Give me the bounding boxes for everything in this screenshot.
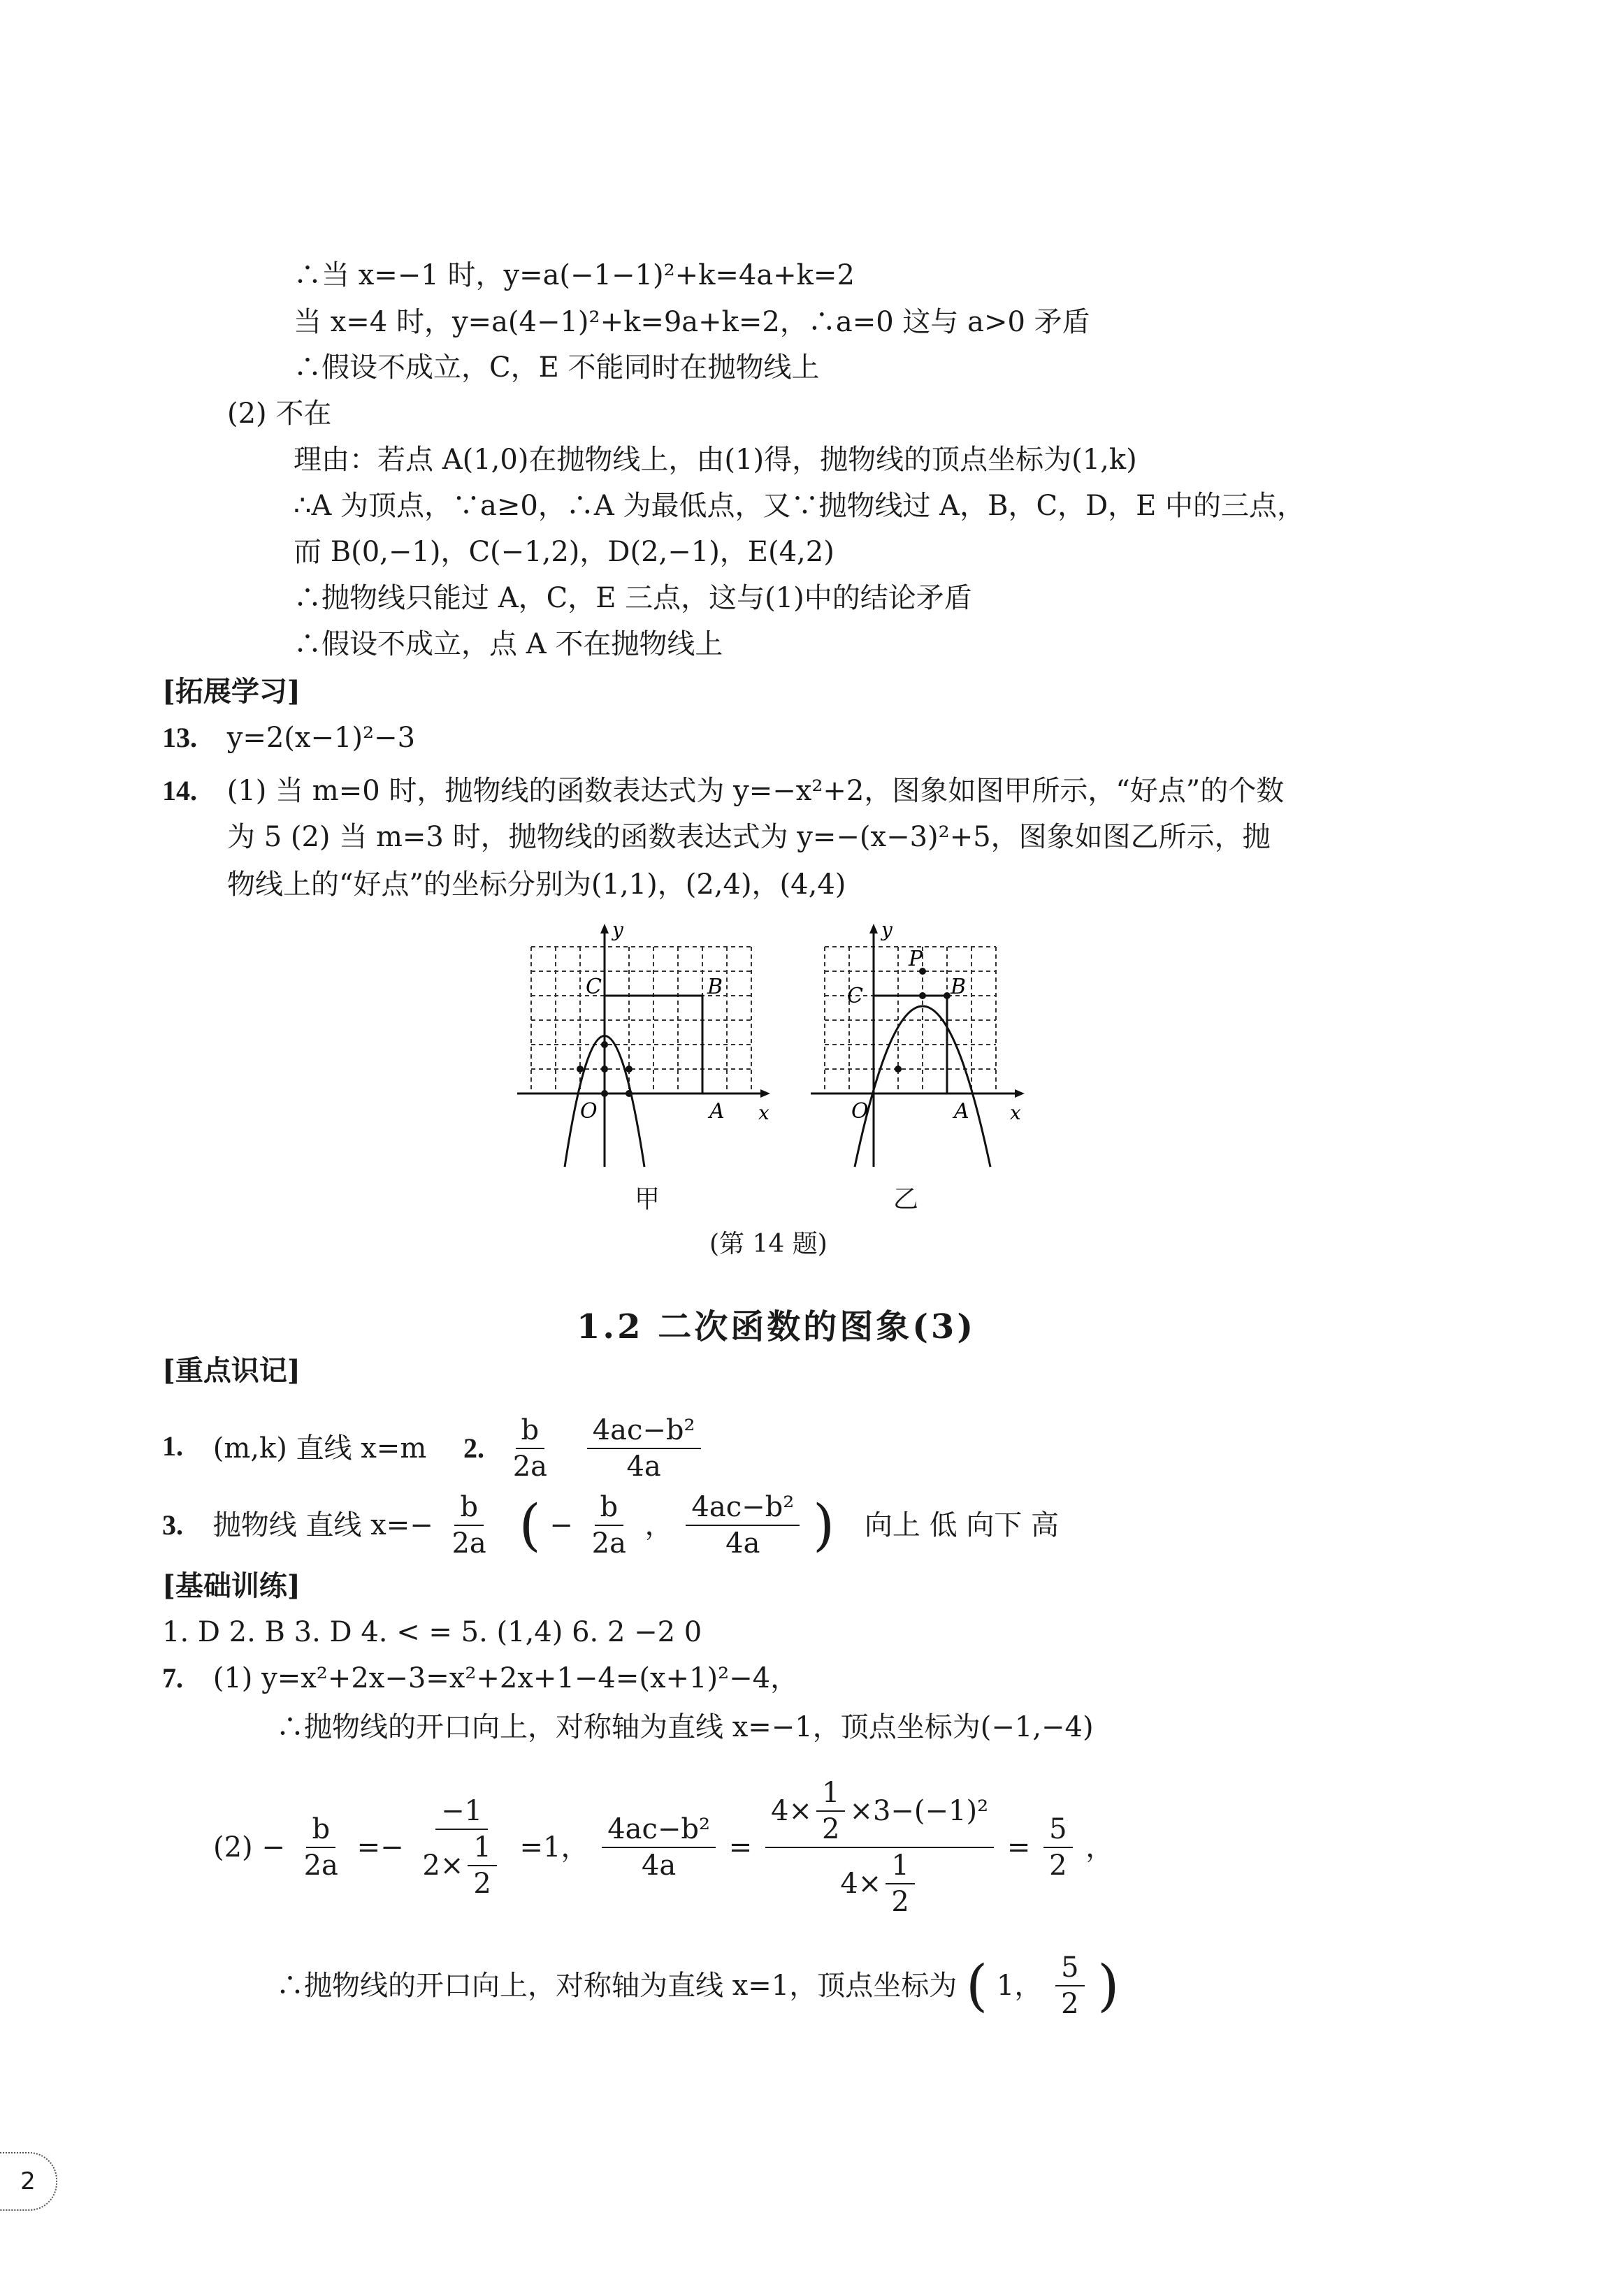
y-axis-label: y xyxy=(881,918,893,941)
denominator: 2a xyxy=(591,1527,626,1560)
fraction-4ac-b2-over-4a xyxy=(686,1492,800,1558)
reason-line-4: ∴抛物线只能过 A，C，E 三点，这与(1)中的结论矛盾 xyxy=(294,582,972,614)
left-paren: ( xyxy=(519,1492,541,1557)
fraction-vertex-y xyxy=(765,1778,994,1917)
answers-1-to-6: 1. D 2. B 3. D 4. < = 5. (1,4) 6. 2 −2 0 xyxy=(162,1616,702,1648)
section-heading-extension: [拓展学习] xyxy=(162,675,301,708)
numerator: 1 xyxy=(886,1851,914,1884)
question-7-conclusion xyxy=(276,1953,1119,2019)
question-7-part-1: (1) y=x²+2x−3=x²+2x+1−4=(x+1)²−4， xyxy=(212,1662,799,1694)
right-paren: ) xyxy=(1097,1953,1120,2018)
proof-line-1: ∴当 x=−1 时，y=a(−1−1)²+k=4a+k=2 xyxy=(294,259,855,291)
numerator: 1 xyxy=(468,1833,496,1866)
fraction-b-over-2a xyxy=(507,1416,553,1481)
minus-sign: − xyxy=(549,1509,573,1541)
question-14-text-1: (1) 当 m=0 时，抛物线的函数表达式为 y=−x²+2，图象如图甲所示，“好点”的个数 xyxy=(226,775,1285,807)
fraction-4ac-b2-over-4a xyxy=(587,1416,701,1481)
numerator: b xyxy=(454,1492,484,1526)
conclusion-text: ∴抛物线的开口向上，对称轴为直线 x=1，顶点坐标为 xyxy=(276,1970,958,2002)
question-number: 7. xyxy=(162,1662,183,1694)
fraction-5-over-2 xyxy=(1043,1815,1072,1880)
right-paren: ) xyxy=(812,1492,835,1557)
comma: ， xyxy=(644,1509,673,1541)
equals: = xyxy=(728,1831,753,1863)
vertex-x: 1， xyxy=(996,1970,1043,2002)
equals: =− xyxy=(356,1831,404,1863)
numerator: b xyxy=(306,1815,335,1848)
left-paren: ( xyxy=(965,1953,988,2018)
denominator-prefix: 2× xyxy=(422,1850,464,1882)
figure-jia-graph xyxy=(510,908,776,1174)
comma: ， xyxy=(1085,1831,1114,1863)
figure-yi-graph xyxy=(804,908,1069,1174)
reason-line-2: ∴A 为顶点，∵a≥0，∴A 为最低点，又∵抛物线过 A，B，C，D，E 中的三点， xyxy=(294,490,1306,522)
question-14-line-2: 为 5 (2) 当 m=3 时，抛物线的函数表达式为 y=−(x−3)²+5，图象如图乙所示，抛 xyxy=(227,821,1271,853)
question-13 xyxy=(162,720,415,756)
numerator: 4ac−b² xyxy=(686,1492,800,1526)
origin-label: O xyxy=(580,1099,598,1124)
figure-jia-label: 甲 xyxy=(635,1185,660,1214)
proof-line-3: ∴假设不成立，C，E 不能同时在抛物线上 xyxy=(294,351,820,384)
reason-line-1: 理由：若点 A(1,0)在抛物线上，由(1)得，抛物线的顶点坐标为(1,k) xyxy=(294,444,1137,476)
denominator: 2 xyxy=(891,1886,909,1918)
denominator: 2 xyxy=(1049,1850,1067,1882)
question-7-part-2-formula xyxy=(213,1778,1113,1917)
point-a-label: A xyxy=(709,1099,725,1124)
denominator: 4a xyxy=(626,1451,661,1483)
numerator xyxy=(765,1778,994,1848)
key-row-1 xyxy=(162,1416,705,1481)
question-7-line-1 xyxy=(162,1660,798,1696)
point-c-label: C xyxy=(847,984,863,1008)
denominator: 2a xyxy=(451,1527,486,1560)
numerator: b xyxy=(516,1416,545,1449)
fraction-neg1-over-2x-half xyxy=(417,1796,506,1898)
point-p-label: P xyxy=(909,947,923,971)
question-number: 13. xyxy=(162,722,197,753)
numerator: 5 xyxy=(1043,1815,1072,1848)
question-number: 1. xyxy=(162,1430,183,1462)
question-14-line-1 xyxy=(162,773,1284,809)
answer-3-text: 抛物线 直线 x=− xyxy=(212,1509,433,1541)
fraction-one-half xyxy=(886,1851,914,1917)
section-title: 1.2 二次函数的图象(3) xyxy=(577,1307,976,1346)
denominator: 2a xyxy=(303,1850,338,1882)
x-axis-label: x xyxy=(1010,1101,1021,1124)
numerator: 5 xyxy=(1055,1953,1084,1986)
question-number: 14. xyxy=(162,775,197,806)
figure-yi-label: 乙 xyxy=(893,1185,919,1214)
fraction-b-over-2a xyxy=(586,1492,632,1558)
part-2-answer: (2) 不在 xyxy=(227,398,332,430)
equals-one: =1， xyxy=(519,1831,589,1863)
denominator: 4a xyxy=(641,1850,677,1882)
denominator: 2 xyxy=(473,1868,491,1900)
page-number: 2 xyxy=(0,2152,57,2211)
denominator: 4a xyxy=(725,1527,760,1560)
numerator: 1 xyxy=(816,1778,845,1812)
denominator xyxy=(834,1848,924,1917)
reason-line-5: ∴假设不成立，点 A 不在抛物线上 xyxy=(294,628,723,660)
denominator: 2a xyxy=(512,1451,547,1483)
y-axis-label: y xyxy=(612,918,623,941)
denominator: 2 xyxy=(1061,1988,1079,2020)
denominator: 2 xyxy=(821,1813,840,1845)
point-b-label: B xyxy=(707,975,723,999)
numerator-prefix: 4× xyxy=(771,1795,812,1827)
section-heading-key-points: [重点识记] xyxy=(162,1354,301,1387)
numerator: 4ac−b² xyxy=(587,1416,701,1449)
proof-line-2: 当 x=4 时，y=a(4−1)²+k=9a+k=2，∴a=0 这与 a>0 矛盾 xyxy=(294,306,1090,338)
x-axis-label: x xyxy=(758,1101,769,1124)
question-number: 2. xyxy=(463,1432,484,1464)
answer-1: (m,k) 直线 x=m xyxy=(212,1432,427,1465)
fraction-one-half xyxy=(468,1833,496,1898)
numerator-suffix: ×3−(−1)² xyxy=(849,1795,989,1827)
fraction-b-over-2a xyxy=(446,1492,491,1558)
section-heading-basic-training: [基础训练] xyxy=(162,1569,301,1602)
part-label: (2) − xyxy=(213,1831,285,1863)
numerator: −1 xyxy=(435,1796,488,1830)
equals: = xyxy=(1006,1831,1031,1863)
fraction-4ac-b2-over-4a xyxy=(602,1815,716,1880)
numerator: 4ac−b² xyxy=(602,1815,716,1848)
denominator-prefix: 4× xyxy=(840,1868,882,1900)
origin-label: O xyxy=(851,1099,869,1124)
question-13-answer: y=2(x−1)²−3 xyxy=(226,722,416,754)
numerator: b xyxy=(595,1492,624,1526)
denominator xyxy=(417,1830,506,1898)
question-7-line-2: ∴抛物线的开口向上，对称轴为直线 x=−1，顶点坐标为(−1,−4) xyxy=(276,1711,1094,1743)
fraction-b-over-2a xyxy=(298,1815,344,1880)
fraction-one-half xyxy=(816,1778,845,1844)
point-a-label: A xyxy=(954,1099,969,1124)
question-14-line-3: 物线上的“好点”的坐标分别为(1,1)，(2,4)，(4,4) xyxy=(227,869,846,901)
figure-caption: (第 14 题) xyxy=(709,1230,828,1258)
key-row-2 xyxy=(162,1492,1059,1558)
answer-3-tail: 向上 低 向下 高 xyxy=(864,1509,1060,1541)
reason-line-3: 而 B(0,−1)，C(−1,2)，D(2,−1)，E(4,2) xyxy=(294,536,834,568)
point-c-label: C xyxy=(586,975,602,999)
point-b-label: B xyxy=(951,975,967,999)
question-number: 3. xyxy=(162,1509,183,1541)
fraction-5-over-2 xyxy=(1055,1953,1084,2019)
